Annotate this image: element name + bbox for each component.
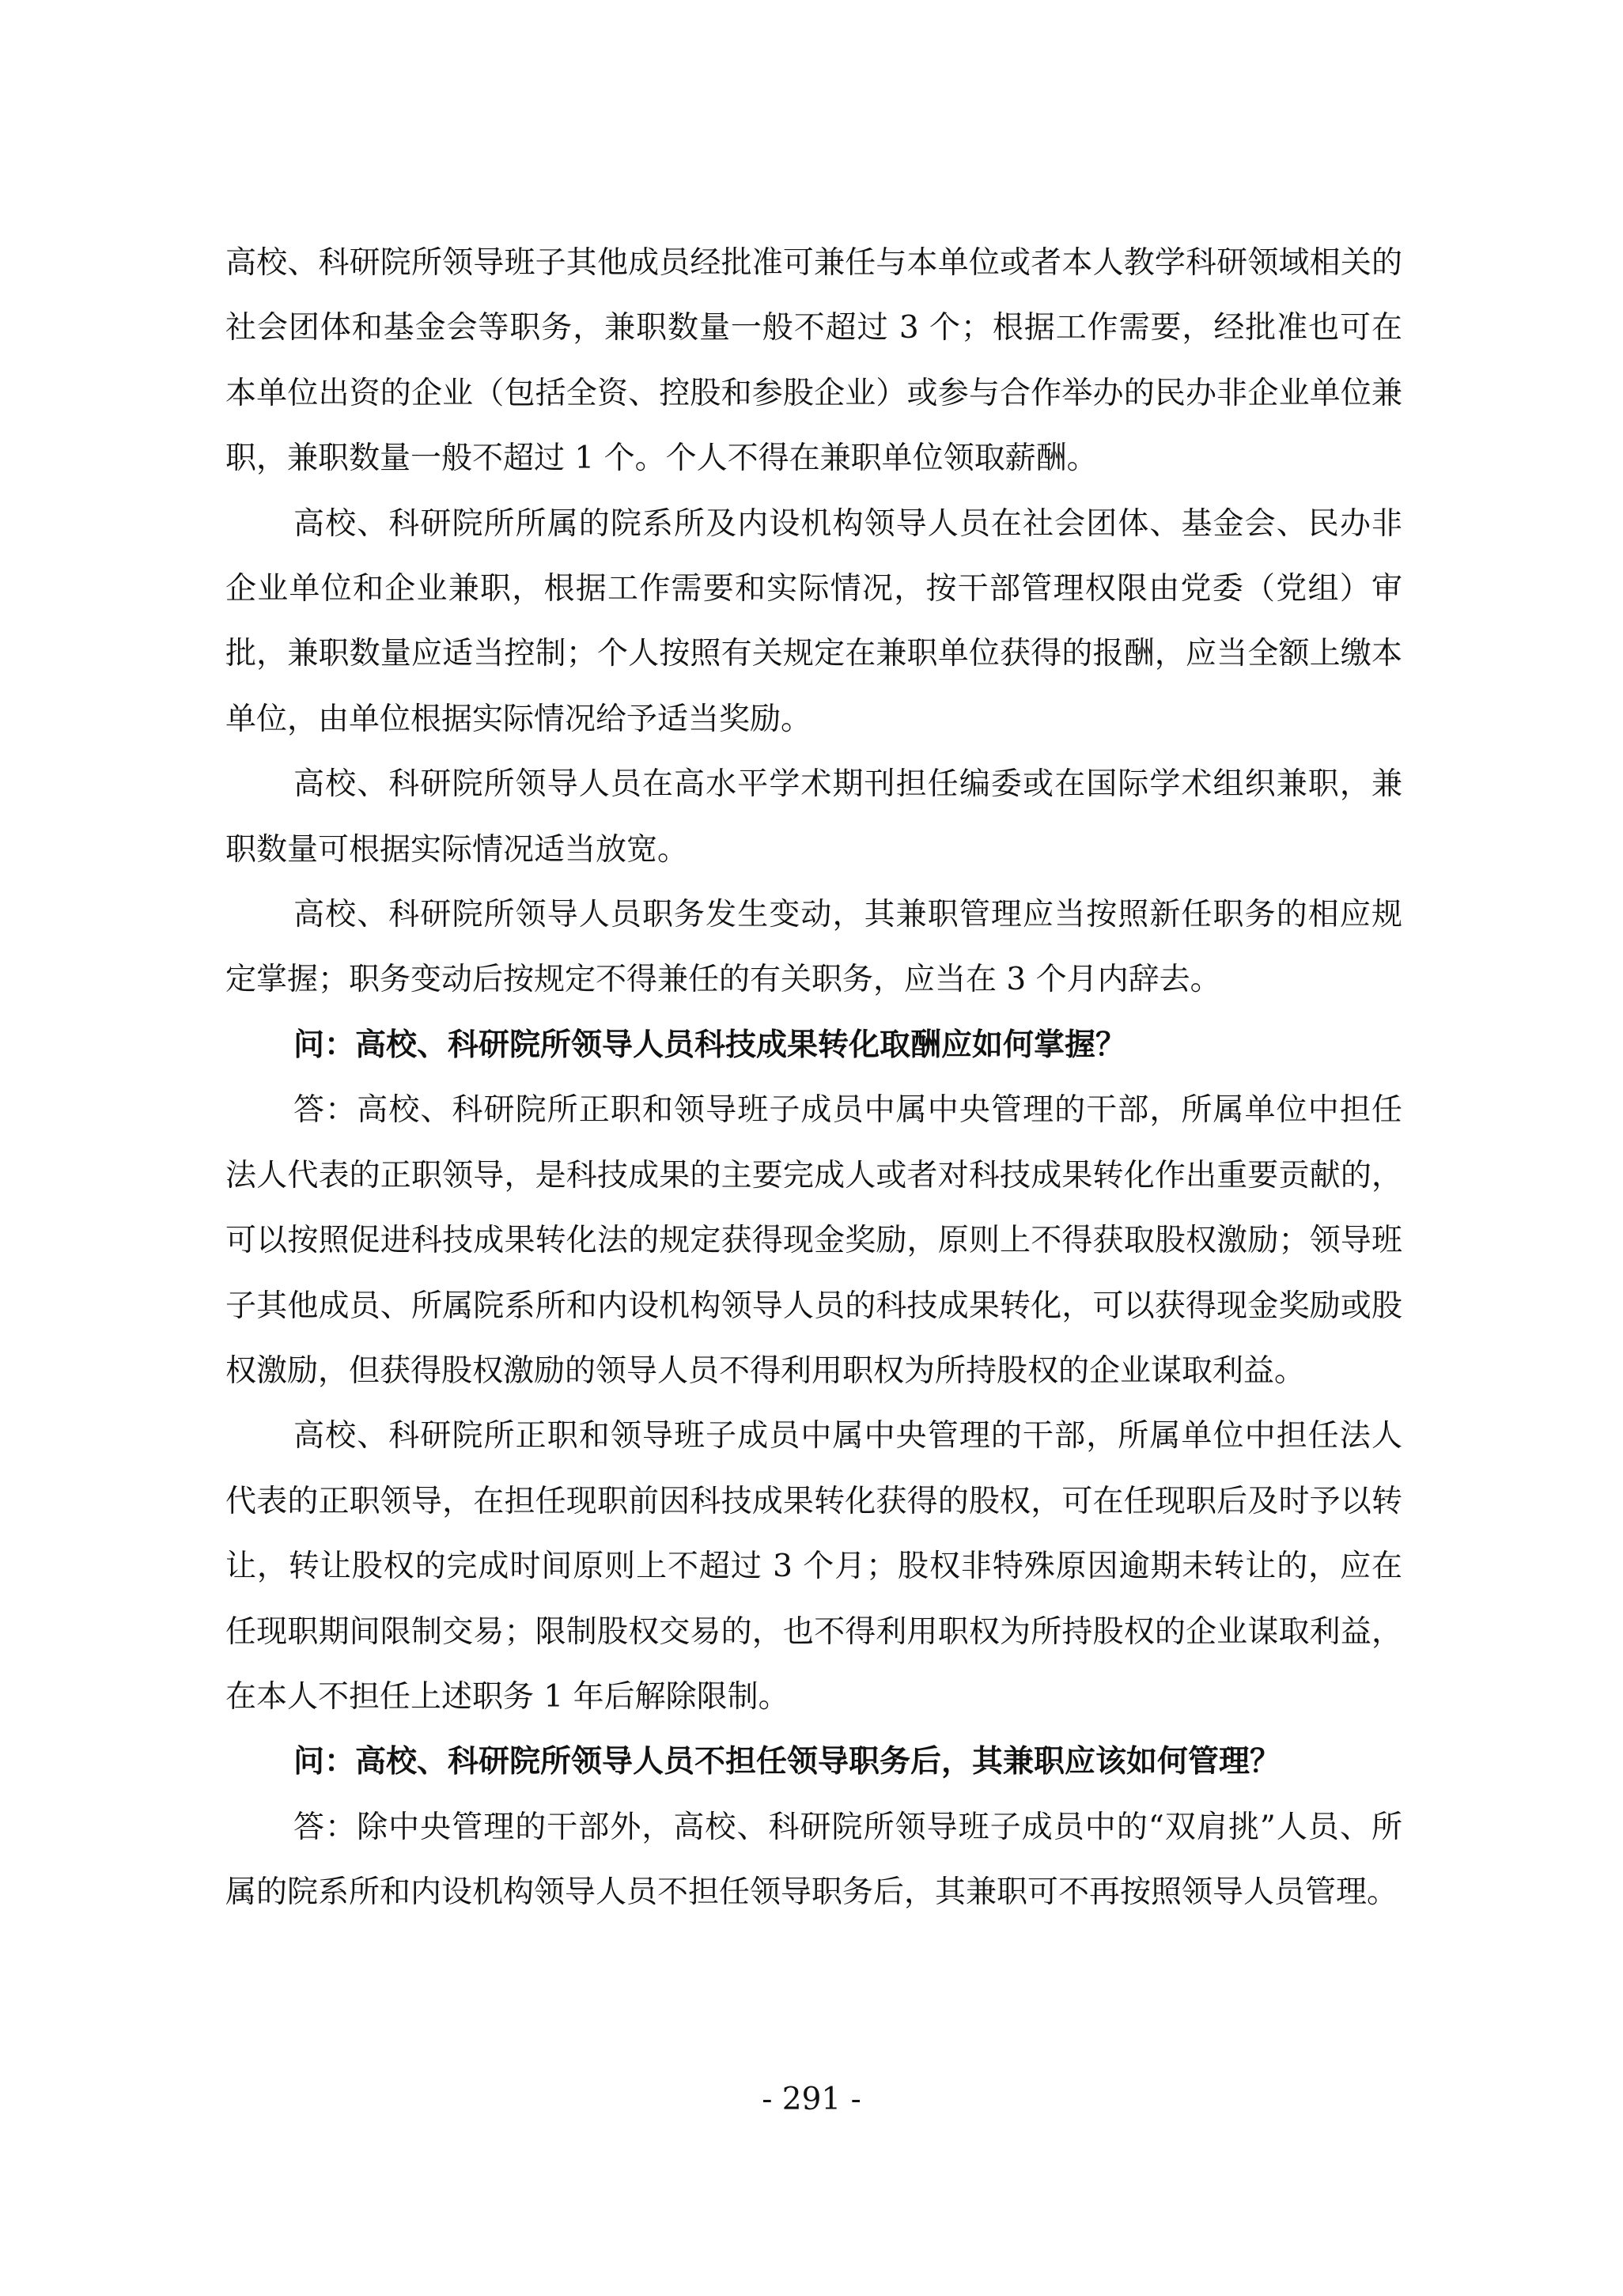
paragraph: 高校、科研院所领导人员职务发生变动，其兼职管理应当按照新任职务的相应规定掌握；职务变动后按规定不得兼任的有关职务，应当在 3 个月内辞去。 <box>225 897 1402 998</box>
question-heading: 问：高校、科研院所领导人员科技成果转化取酬应如何掌握？ <box>293 1027 1127 1063</box>
paragraph: 高校、科研院所正职和领导班子成员中属中央管理的干部，所属单位中担任法人代表的正职领导，在担任现职前因科技成果转化获得的股权，可在任现职后及时予以转让，转让股权的完成时间原则上不超过 3 个月；股权非特殊原因逾期未转让的，应在任现职期间限制交易；限制股权交易的，也不得利用职权为所持股权的企业谋取利益，在本人不担任上述职务 1 年后解除限制。 <box>225 1418 1402 1715</box>
question-heading: 问：高校、科研院所领导人员不担任领导职务后，其兼职应该如何管理？ <box>293 1744 1281 1780</box>
answer-paragraph: 答：高校、科研院所正职和领导班子成员中属中央管理的干部，所属单位中担任法人代表的正职领导，是科技成果的主要完成人或者对科技成果转化作出重要贡献的，可以按照促进科技成果转化法的规定获得现金奖励，原则上不得获取股权激励；领导班子其他成员、所属院系所和内设机构领导人员的科技成果转化，可以获得现金奖励或股权激励，但获得股权激励的领导人员不得利用职权为所持股权的企业谋取利益。 <box>225 1092 1402 1389</box>
body-text <box>225 231 1402 1926</box>
paragraph: 高校、科研院所所属的院系所及内设机构领导人员在社会团体、基金会、民办非企业单位和企业兼职，根据工作需要和实际情况，按干部管理权限由党委（党组）审批，兼职数量应适当控制；个人按照有关规定在兼职单位获得的报酬，应当全额上缴本单位，由单位根据实际情况给予适当奖励。 <box>225 505 1402 737</box>
paragraph-continuation: 高校、科研院所领导班子其他成员经批准可兼任与本单位或者本人教学科研领域相关的社会团体和基金会等职务，兼职数量一般不超过 3 个；根据工作需要，经批准也可在本单位出资的企业（包括全资、控股和参股企业）或参与合作举办的民办非企业单位兼职，兼职数量一般不超过 1 个。个人不得在兼职单位领取薪酬。 <box>225 245 1402 477</box>
paragraph: 高校、科研院所领导人员在高水平学术期刊担任编委或在国际学术组织兼职，兼职数量可根据实际情况适当放宽。 <box>225 766 1402 868</box>
page-number: - 291 - <box>762 2082 861 2117</box>
answer-paragraph: 答：除中央管理的干部外，高校、科研院所领导班子成员中的“双肩挑”人员、所属的院系所和内设机构领导人员不担任领导职务后，其兼职可不再按照领导人员管理。 <box>225 1809 1402 1911</box>
